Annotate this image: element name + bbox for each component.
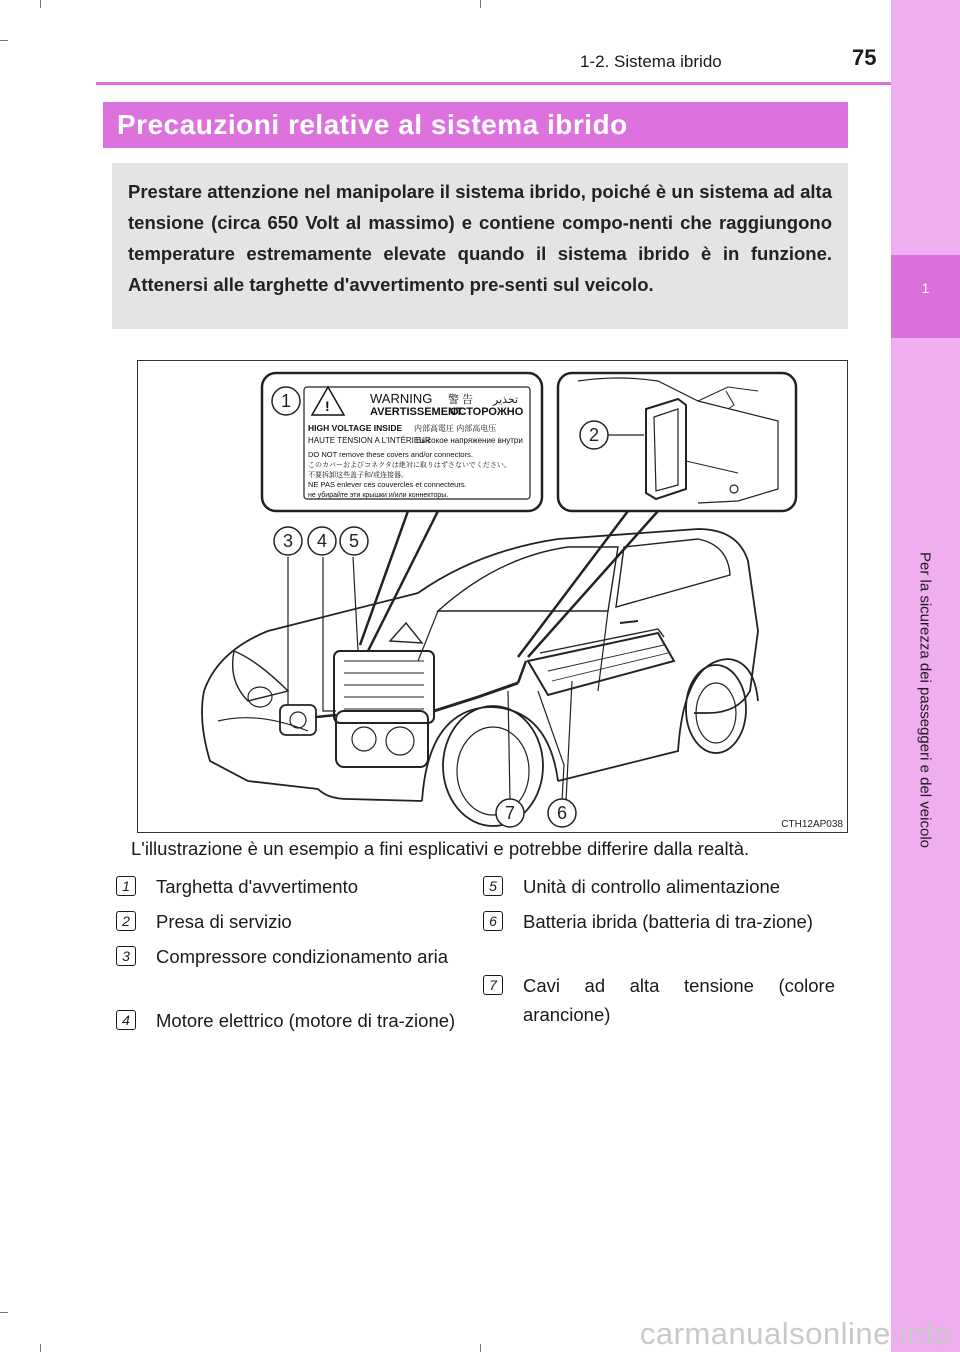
label-line1-cn: 警 告 <box>448 394 474 406</box>
svg-text:!: ! <box>325 398 330 414</box>
callout-4: 4 <box>316 531 328 551</box>
legend-text: Motore elettrico (motore di tra-zione) <box>156 1010 456 1031</box>
label-line3-cn: 内部高電圧 内部高电压 <box>414 424 497 433</box>
hybrid-system-illustration <box>137 360 848 833</box>
legend-item <box>116 1006 468 1066</box>
legend-text: Targhetta d'avvertimento <box>156 876 359 897</box>
callout-3: 3 <box>282 531 294 551</box>
label-line5: DO NOT remove these covers and/or connectors. <box>308 450 473 459</box>
label-line9: не убирайте эти крышки и/или коннекторы. <box>308 492 449 499</box>
legend-item <box>483 872 835 902</box>
crop-mark <box>40 0 41 8</box>
crop-mark <box>480 1344 481 1352</box>
label-line6: このカバーおよびコネクタは絶対に取りはずさないでください。 <box>308 462 511 469</box>
chapter-title: Per la sicurezza dei passeggeri e del veicolo <box>916 552 934 848</box>
watermark: carmanualsonline.info <box>639 1316 952 1351</box>
page-title: Precauzioni relative al sistema ibrido <box>117 109 628 140</box>
label-line4-ru: Высокое напряжение внутри <box>416 436 523 445</box>
label-line2: AVERTISSEMENT <box>370 406 463 418</box>
car-diagram <box>138 361 847 832</box>
page-title-bar <box>103 102 848 148</box>
legend-item <box>483 971 835 1031</box>
callout-7: 7 <box>504 803 516 823</box>
legend-item <box>483 907 835 967</box>
chapter-tab-active <box>891 255 960 338</box>
crop-mark <box>40 1344 41 1352</box>
label-line7: 不要拆卸这些盖子和/或连接器。 <box>308 472 408 479</box>
legend-number: 5 <box>483 876 503 896</box>
chapter-number: 1 <box>921 280 930 296</box>
legend-number: 7 <box>483 975 503 995</box>
intro-box <box>112 163 848 329</box>
section-title: 1-2. Sistema ibrido <box>580 52 722 71</box>
label-line1-ar: تحذير <box>493 394 519 406</box>
legend-item <box>116 872 468 902</box>
legend-number: 1 <box>116 876 136 896</box>
legend-text: Unità di controllo alimentazione <box>523 876 781 897</box>
legend-number: 2 <box>116 911 136 931</box>
callout-1: 1 <box>280 391 292 411</box>
legend-item <box>116 942 468 1002</box>
crop-mark <box>480 0 481 8</box>
label-line4: HAUTE TENSION A L'INTÉRIEUR <box>308 436 431 445</box>
figure-code: CTH12AP038 <box>781 819 843 830</box>
page-number: 75 <box>852 45 877 70</box>
legend-text: Cavi ad alta tensione (colore arancione) <box>523 975 835 1025</box>
legend-text: Presa di servizio <box>156 911 292 932</box>
crop-mark <box>0 1312 8 1313</box>
crop-mark <box>0 40 8 41</box>
figure-caption: L'illustrazione è un esempio a fini esplicativi e potrebbe differire dalla realtà. <box>131 838 750 859</box>
label-line2-ru: ОСТОРОЖНО <box>450 406 524 418</box>
intro-text: Prestare attenzione nel manipolare il sistema ibrido, poiché è un sistema ad alta tensione (circa 650 Volt al massimo) e contiene compo-nenti che raggiungono temperature estremamente elevate quando il sistema ibrido è in funzione. Attenersi alle targhette d'avvertimento pre-senti sul veicolo. <box>128 181 832 295</box>
label-line1: WARNING <box>370 391 433 406</box>
callout-5: 5 <box>348 531 360 551</box>
header-rule <box>96 82 891 85</box>
legend-item <box>116 907 468 937</box>
label-line8: NE PAS enlever ces couvercles et connecteurs. <box>308 480 467 489</box>
legend-number: 3 <box>116 946 136 966</box>
label-line3: HIGH VOLTAGE INSIDE <box>308 423 403 433</box>
callout-6: 6 <box>556 803 568 823</box>
legend-number: 4 <box>116 1010 136 1030</box>
legend-text: Batteria ibrida (batteria di tra-zione) <box>523 911 813 932</box>
legend-number: 6 <box>483 911 503 931</box>
callout-2: 2 <box>588 425 600 445</box>
legend-text: Compressore condizionamento aria <box>156 946 449 967</box>
